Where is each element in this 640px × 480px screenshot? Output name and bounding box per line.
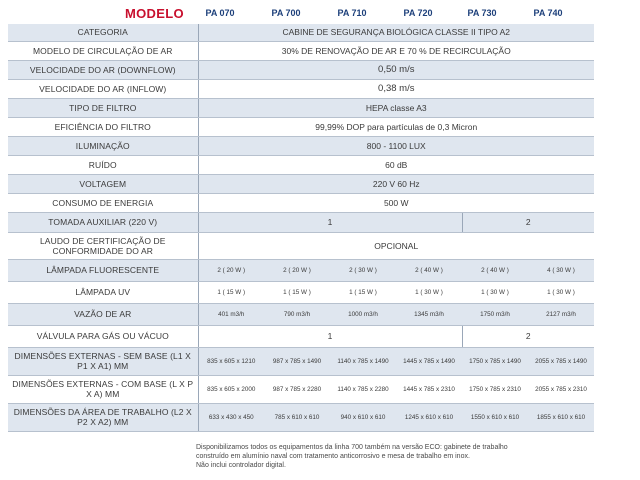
cell-pa730: 1750 x 785 x 1490	[462, 347, 528, 375]
cell-pa740: 2055 x 785 x 1490	[528, 347, 594, 375]
row-value: 800 - 1100 LUX	[198, 136, 594, 155]
row-label: TIPO DE FILTRO	[8, 98, 198, 117]
row-categoria	[8, 24, 594, 41]
cell-pa070: 633 x 430 x 450	[198, 403, 264, 431]
cell-pa070: 2 ( 20 W )	[198, 259, 264, 281]
cell-pa710: 1140 x 785 x 1490	[330, 347, 396, 375]
cell-pa070: 401 m3/h	[198, 303, 264, 325]
row-label: VÁLVULA PARA GÁS OU VÁCUO	[8, 325, 198, 347]
row-value-b: 2	[462, 212, 594, 232]
cell-pa740: 4 ( 30 W )	[528, 259, 594, 281]
row-label: EFICIÊNCIA DO FILTRO	[8, 117, 198, 136]
row-dim-trabalho	[8, 403, 594, 431]
row-circulacao	[8, 41, 594, 60]
row-label: DIMENSÕES DA ÁREA DE TRABALHO (L2 X P2 X A2) MM	[8, 403, 198, 431]
cell-pa730: 2 ( 40 W )	[462, 259, 528, 281]
cell-pa710: 2 ( 30 W )	[330, 259, 396, 281]
row-lampada-uv	[8, 281, 594, 303]
cell-pa720: 2 ( 40 W )	[396, 259, 462, 281]
row-value: 220 V 60 Hz	[198, 174, 594, 193]
row-iluminacao	[8, 136, 594, 155]
row-label: DIMENSÕES EXTERNAS - SEM BASE (L1 X P1 X A1) MM	[8, 347, 198, 375]
row-value: CABINE DE SEGURANÇA BIOLÓGICA CLASSE II TIPO A2	[198, 24, 594, 41]
cell-pa730: 1550 x 610 x 610	[462, 403, 528, 431]
row-label: MODELO DE CIRCULAÇÃO DE AR	[8, 41, 198, 60]
cell-pa740: 2055 x 785 x 2310	[528, 375, 594, 403]
cell-pa730: 1 ( 30 W )	[462, 281, 528, 303]
row-label: CONSUMO DE ENERGIA	[8, 193, 198, 212]
row-label: VELOCIDADE DO AR (INFLOW)	[8, 79, 198, 98]
row-vazao	[8, 303, 594, 325]
cell-pa710: 1 ( 15 W )	[330, 281, 396, 303]
cell-pa710: 1140 x 785 x 2280	[330, 375, 396, 403]
row-label: VOLTAGEM	[8, 174, 198, 193]
cell-pa070: 1 ( 15 W )	[198, 281, 264, 303]
spec-table	[8, 24, 594, 432]
row-downflow	[8, 60, 594, 79]
row-value: 60 dB	[198, 155, 594, 174]
row-label: TOMADA AUXILIAR (220 V)	[8, 212, 198, 232]
row-eficiencia	[8, 117, 594, 136]
cell-pa700: 1 ( 15 W )	[264, 281, 330, 303]
row-label: VAZÃO DE AR	[8, 303, 198, 325]
footnote-line: construído em alumínio naval com tratamento anticorrosivo e mesa de trabalho em inox.	[196, 453, 470, 460]
row-dim-com-base	[8, 375, 594, 403]
row-value-a: 1	[198, 325, 462, 347]
cell-pa740: 1 ( 30 W )	[528, 281, 594, 303]
row-dim-sem-base	[8, 347, 594, 375]
row-value-b: 2	[462, 325, 594, 347]
cell-pa740: 1855 x 610 x 610	[528, 403, 594, 431]
cell-pa070: 835 x 605 x 2000	[198, 375, 264, 403]
row-label: LÂMPADA UV	[8, 281, 198, 303]
row-value: OPCIONAL	[198, 232, 594, 259]
model-pa740: PA 740	[533, 8, 563, 18]
cell-pa720: 1 ( 30 W )	[396, 281, 462, 303]
cell-pa700: 2 ( 20 W )	[264, 259, 330, 281]
cell-pa730: 1750 x 785 x 2310	[462, 375, 528, 403]
footnote-line: Não inclui controlador digital.	[196, 462, 286, 469]
model-pa070: PA 070	[205, 8, 235, 18]
cell-pa720: 1445 x 785 x 2310	[396, 375, 462, 403]
cell-pa710: 1000 m3/h	[330, 303, 396, 325]
row-value: 0,38 m/s	[198, 79, 594, 98]
row-filtro	[8, 98, 594, 117]
cell-pa700: 987 x 785 x 1490	[264, 347, 330, 375]
row-label: VELOCIDADE DO AR (DOWNFLOW)	[8, 60, 198, 79]
cell-pa700: 790 m3/h	[264, 303, 330, 325]
row-label: ILUMINAÇÃO	[8, 136, 198, 155]
row-value: 30% DE RENOVAÇÃO DE AR E 70 % DE RECIRCULAÇÃO	[198, 41, 594, 60]
row-tomada	[8, 212, 594, 232]
cell-pa720: 1445 x 785 x 1490	[396, 347, 462, 375]
cell-pa700: 987 x 785 x 2280	[264, 375, 330, 403]
model-header-row	[0, 6, 640, 22]
row-valvula	[8, 325, 594, 347]
model-pa720: PA 720	[403, 8, 433, 18]
row-inflow	[8, 79, 594, 98]
row-value-a: 1	[198, 212, 462, 232]
row-label: LAUDO DE CERTIFICAÇÃO DE CONFORMIDADE DO AR	[8, 232, 198, 259]
model-pa710: PA 710	[337, 8, 367, 18]
row-label: RUÍDO	[8, 155, 198, 174]
row-laudo	[8, 232, 594, 259]
cell-pa070: 835 x 605 x 1210	[198, 347, 264, 375]
footnotes	[196, 443, 616, 470]
row-ruido	[8, 155, 594, 174]
row-value: 0,50 m/s	[198, 60, 594, 79]
row-label: DIMENSÕES EXTERNAS - COM BASE (L X P X A) MM	[8, 375, 198, 403]
modelo-title: MODELO	[125, 6, 184, 21]
cell-pa740: 2127 m3/h	[528, 303, 594, 325]
row-voltagem	[8, 174, 594, 193]
cell-pa700: 785 x 610 x 610	[264, 403, 330, 431]
row-value: HEPA classe A3	[198, 98, 594, 117]
row-label: CATEGORIA	[8, 24, 198, 41]
row-consumo	[8, 193, 594, 212]
footnote-line: Disponibilizamos todos os equipamentos da linha 700 também na versão ECO: gabinete de trabalho	[196, 444, 508, 451]
model-pa730: PA 730	[467, 8, 497, 18]
cell-pa720: 1245 x 610 x 610	[396, 403, 462, 431]
row-value: 500 W	[198, 193, 594, 212]
model-pa700: PA 700	[271, 8, 301, 18]
cell-pa710: 940 x 610 x 610	[330, 403, 396, 431]
cell-pa730: 1750 m3/h	[462, 303, 528, 325]
row-label: LÂMPADA FLUORESCENTE	[8, 259, 198, 281]
row-lampada-fluorescente	[8, 259, 594, 281]
row-value: 99,99% DOP para partículas de 0,3 Micron	[198, 117, 594, 136]
cell-pa720: 1345 m3/h	[396, 303, 462, 325]
